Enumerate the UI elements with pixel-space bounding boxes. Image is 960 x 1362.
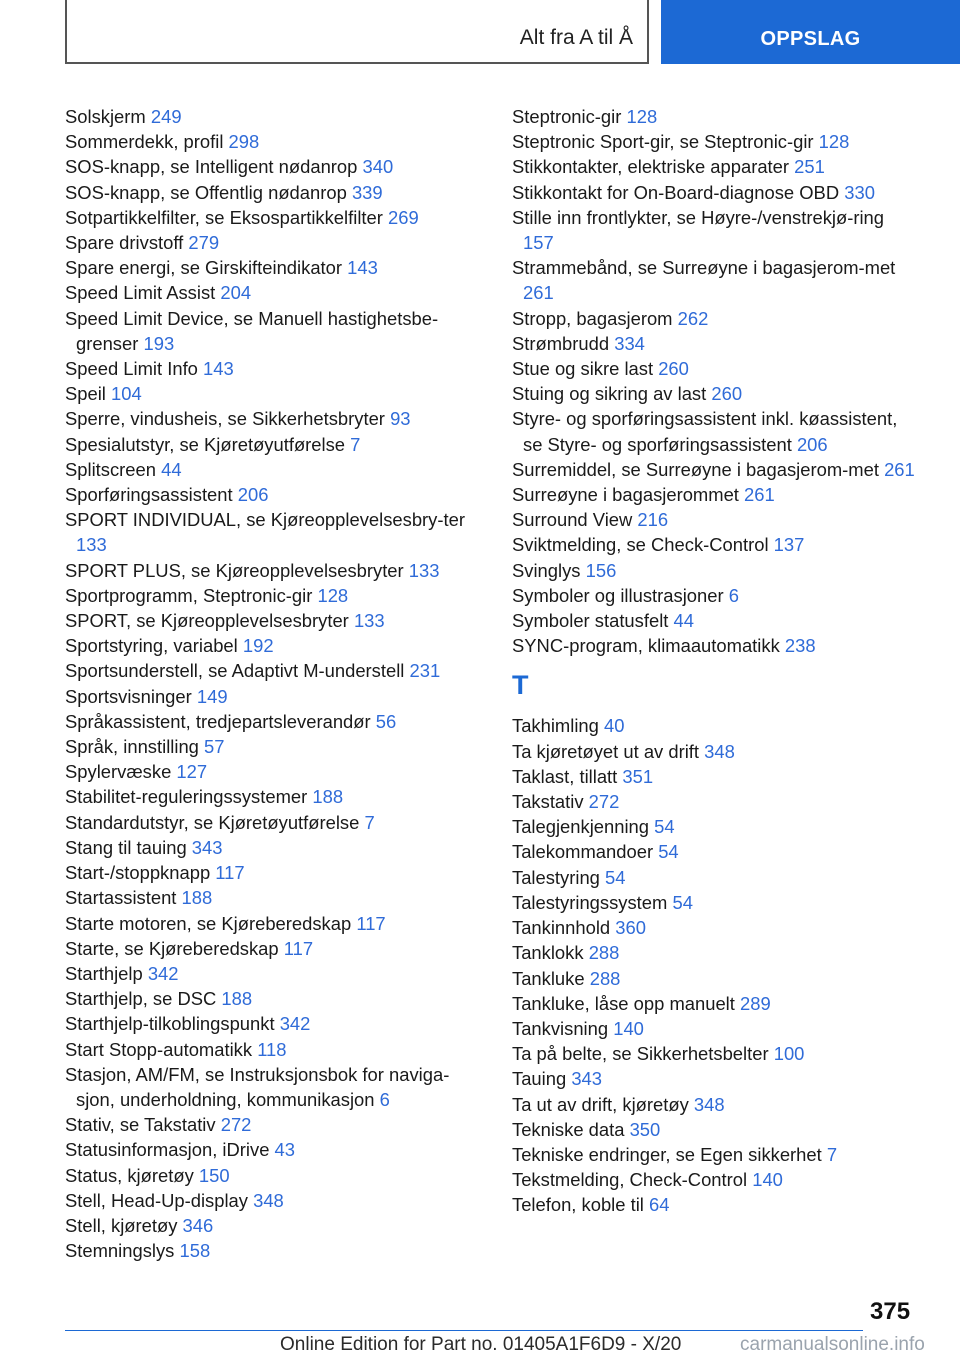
index-entry-text: Stuing og sikring av last <box>512 383 707 405</box>
index-entry-text: Talestyring <box>512 866 600 888</box>
index-entry <box>65 205 470 230</box>
index-entry-text: Tekniske endringer, se Egen sikkerhet <box>512 1143 822 1165</box>
index-page-link[interactable]: 343 <box>571 1068 603 1090</box>
index-page-link[interactable]: 288 <box>588 942 620 964</box>
index-entry-text: Språk, innstilling <box>65 736 199 758</box>
index-entry <box>65 734 470 759</box>
index-page-link[interactable]: 279 <box>188 232 220 254</box>
index-entry-text: Splitscreen <box>65 458 156 480</box>
index-entry <box>65 658 470 683</box>
index-page-link[interactable]: 128 <box>317 584 349 606</box>
index-entry <box>65 180 470 205</box>
index-page-link[interactable]: 56 <box>375 710 397 732</box>
index-entry <box>65 1062 470 1112</box>
index-page-link[interactable]: 348 <box>693 1093 725 1115</box>
index-entry <box>65 230 470 255</box>
index-entry <box>65 1238 470 1263</box>
index-entry <box>65 986 470 1011</box>
index-entry <box>512 558 917 583</box>
index-page-link[interactable]: 193 <box>143 332 175 354</box>
index-entry <box>512 940 917 965</box>
index-entry <box>512 507 917 532</box>
index-page-link[interactable]: 104 <box>111 383 142 405</box>
index-page-link[interactable]: 188 <box>221 988 253 1010</box>
index-page-link[interactable]: 262 <box>677 307 709 329</box>
index-page-link[interactable]: 188 <box>181 887 213 909</box>
index-group-t <box>512 713 917 1217</box>
index-entry <box>65 432 470 457</box>
index-entry-text: Talestyringssystem <box>512 891 668 913</box>
index-entry-text: Telefon, koble til <box>512 1194 644 1216</box>
index-entry-text: SPORT PLUS, se Kjøreopplevelsesbryter <box>65 559 404 581</box>
index-page-link[interactable]: 133 <box>408 559 440 581</box>
index-entry-text: SOS-knapp, se Intelligent nødanrop <box>65 156 358 178</box>
index-page-link[interactable]: 140 <box>613 1017 644 1039</box>
index-entry-text: Starte, se Kjøreberedskap <box>65 937 279 959</box>
index-entry <box>65 406 470 431</box>
index-entry-text: Status, kjøretøy <box>65 1164 194 1186</box>
index-entry-text: Sportsunderstell, se Adaptivt M-understell <box>65 660 405 682</box>
index-entry <box>512 839 917 864</box>
index-page-link[interactable]: 64 <box>649 1194 670 1216</box>
index-entry <box>65 356 470 381</box>
index-entry <box>512 1192 917 1217</box>
index-entry <box>512 457 917 482</box>
index-entry <box>512 306 917 331</box>
index-entry <box>512 966 917 991</box>
index-entry <box>512 532 917 557</box>
index-entry-text: Start-/stoppknapp <box>65 862 211 884</box>
index-entry <box>512 381 917 406</box>
index-page-link[interactable]: 192 <box>242 635 274 657</box>
index-entry-text: Speil <box>65 383 106 405</box>
index-entry-text: Stille inn frontlykter, se Høyre-/venstrekjø-ring <box>512 206 885 228</box>
edition-note: Online Edition for Part no. 01405A1F6D9 - X/20 <box>280 1334 682 1355</box>
index-page-link[interactable]: 7 <box>364 811 375 833</box>
index-entry-text: Stemningslys <box>65 1240 175 1262</box>
index-entry <box>65 1163 470 1188</box>
index-entry-text: Stue og sikre last <box>512 358 654 380</box>
index-entry-text: Sviktmelding, se Check-Control <box>512 534 769 556</box>
index-entry-text: Talegjenkjenning <box>512 816 650 838</box>
index-entry-text: Stropp, bagasjerom <box>512 307 673 329</box>
index-entry-text: Standardutstyr, se Kjøretøyutførelse <box>65 811 360 833</box>
index-entry <box>65 482 470 507</box>
index-page-link[interactable]: 44 <box>161 458 182 480</box>
index-entry <box>512 633 917 658</box>
index-entry <box>512 1167 917 1192</box>
index-entry <box>512 814 917 839</box>
index-entry <box>65 810 470 835</box>
index-page-link[interactable]: 339 <box>351 181 383 203</box>
index-entry <box>512 205 917 255</box>
index-page-link[interactable]: 261 <box>744 484 775 506</box>
index-page-link[interactable]: 117 <box>283 937 314 959</box>
index-entry <box>512 331 917 356</box>
index-page-link[interactable]: 206 <box>237 484 269 506</box>
index-entry-text: Surround View <box>512 509 633 531</box>
index-entry-text: Stikkontakter, elektriske apparater <box>512 156 790 178</box>
index-page-link[interactable]: 342 <box>279 1013 311 1035</box>
index-entry <box>512 482 917 507</box>
index-entry <box>65 583 470 608</box>
page-number: 375 <box>870 1298 911 1325</box>
index-page-link[interactable]: 128 <box>626 106 658 127</box>
index-entry-text: Stang til tauing <box>65 836 187 858</box>
index-page-link[interactable]: 260 <box>658 358 689 380</box>
index-page-link[interactable]: 288 <box>589 967 621 989</box>
index-entry-text: Spare drivstoff <box>65 232 184 254</box>
index-entry <box>65 1137 470 1162</box>
index-page-link[interactable]: 188 <box>312 786 344 808</box>
index-entry <box>65 129 470 154</box>
index-entry <box>65 457 470 482</box>
index-entry <box>512 255 917 305</box>
index-entry-text: Steptronic-gir <box>512 106 622 127</box>
index-entry-text: Solskjerm <box>65 106 146 127</box>
index-entry-text: Speed Limit Device, se Manuell hastighetsbe-grenser <box>65 307 439 354</box>
index-entry-text: Styre- og sporføringsassistent inkl. køassistent, se Styre- og sporføringsassistent <box>512 408 898 455</box>
index-entry <box>65 633 470 658</box>
index-entry <box>65 1188 470 1213</box>
index-entry <box>512 1117 917 1142</box>
index-page-link[interactable]: 260 <box>711 383 743 405</box>
index-entry <box>512 104 917 129</box>
index-page-link[interactable]: 44 <box>673 610 694 632</box>
index-page-link[interactable]: 150 <box>198 1164 230 1186</box>
index-page-link[interactable]: 54 <box>672 891 693 913</box>
index-page-link[interactable]: 340 <box>362 156 394 178</box>
index-page-link[interactable]: 7 <box>350 433 361 455</box>
index-entry-text: Stativ, se Takstativ <box>65 1114 216 1136</box>
index-entry-text: Startassistent <box>65 887 177 909</box>
index-entry-text: Tankluke, låse opp manuelt <box>512 992 735 1014</box>
index-entry-text: Speed Limit Info <box>65 358 198 380</box>
index-page-link[interactable]: 137 <box>773 534 805 556</box>
index-entry <box>512 129 917 154</box>
index-column-right <box>512 104 917 1218</box>
index-page-link[interactable]: 272 <box>588 791 620 813</box>
index-page-link[interactable]: 6 <box>728 584 739 606</box>
index-entry <box>65 280 470 305</box>
index-entry <box>65 684 470 709</box>
index-entry-text: SPORT, se Kjøreopplevelsesbryter <box>65 610 349 632</box>
index-entry-text: Surreøyne i bagasjerommet <box>512 484 739 506</box>
index-entry <box>65 860 470 885</box>
index-page-link[interactable]: 118 <box>257 1038 287 1060</box>
index-entry <box>65 381 470 406</box>
index-entry-text: Ta ut av drift, kjøretøy <box>512 1093 689 1115</box>
index-entry-text: Starte motoren, se Kjøreberedskap <box>65 912 352 934</box>
index-entry <box>512 1066 917 1091</box>
index-page-link[interactable]: 238 <box>784 635 816 657</box>
index-entry-text: Spesialutstyr, se Kjøretøyutførelse <box>65 433 346 455</box>
index-page-link[interactable]: 334 <box>614 332 645 354</box>
index-entry-text: Språkassistent, tredjepartsleverandør <box>65 710 371 732</box>
index-entry <box>512 406 917 456</box>
index-page-link[interactable]: 54 <box>658 841 679 863</box>
index-entry-text: Tekstmelding, Check-Control <box>512 1169 748 1191</box>
index-entry <box>512 1092 917 1117</box>
index-entry <box>65 936 470 961</box>
index-entry-text: Stikkontakt for On-Board-diagnose OBD <box>512 181 840 203</box>
index-entry <box>65 835 470 860</box>
index-entry <box>65 1112 470 1137</box>
index-entry-text: Takstativ <box>512 791 584 813</box>
index-entry-text: Surremiddel, se Surreøyne i bagasjerom-met <box>512 458 879 480</box>
index-page-link[interactable]: 158 <box>179 1240 211 1262</box>
index-entry <box>512 865 917 890</box>
index-entry <box>512 764 917 789</box>
index-entry-text: Sportstyring, variabel <box>65 635 238 657</box>
index-entry-text: Takhimling <box>512 715 599 737</box>
index-page-link[interactable]: 348 <box>253 1189 284 1211</box>
index-entry <box>65 104 470 129</box>
index-page-link[interactable]: 143 <box>347 257 378 279</box>
index-entry <box>512 789 917 814</box>
index-page-link[interactable]: 133 <box>353 610 385 632</box>
index-entry <box>512 180 917 205</box>
index-page-link[interactable]: 350 <box>629 1118 661 1140</box>
index-page-link[interactable]: 206 <box>796 433 828 455</box>
index-entry <box>65 255 470 280</box>
index-column-left <box>65 104 470 1263</box>
index-page-link[interactable]: 289 <box>740 992 771 1014</box>
index-page-link[interactable]: 261 <box>884 458 915 480</box>
index-page-link[interactable]: 128 <box>818 131 850 153</box>
footer-divider <box>65 1330 863 1331</box>
index-entry <box>65 709 470 734</box>
index-page-link[interactable]: 133 <box>76 534 107 556</box>
index-entry <box>512 890 917 915</box>
index-page-link[interactable]: 348 <box>704 740 735 762</box>
index-entry-text: Tekniske data <box>512 1118 625 1140</box>
index-entry-text: Stell, kjøretøy <box>65 1214 178 1236</box>
index-entry-text: Tankluke <box>512 967 585 989</box>
index-page-link[interactable]: 100 <box>773 1043 805 1065</box>
index-entry-text: Statusinformasjon, iDrive <box>65 1139 270 1161</box>
index-page-link[interactable]: 351 <box>622 765 654 787</box>
index-page-link[interactable]: 269 <box>388 206 419 228</box>
index-entry-text: Strømbrudd <box>512 332 610 354</box>
index-page-link[interactable]: 157 <box>523 232 554 254</box>
index-entry-text: Strammebånd, se Surreøyne i bagasjerom-met <box>512 257 896 279</box>
index-entry-text: Speed Limit Assist <box>65 282 216 304</box>
index-page-link[interactable]: 346 <box>182 1214 214 1236</box>
index-page-link[interactable]: 117 <box>215 862 245 884</box>
index-page-link[interactable]: 249 <box>150 106 182 127</box>
index-entry <box>65 759 470 784</box>
index-entry-text: Starthjelp <box>65 962 143 984</box>
index-entry-text: Stell, Head-Up-display <box>65 1189 248 1211</box>
index-entry-text: Taklast, tillatt <box>512 765 618 787</box>
index-page-link[interactable]: 204 <box>220 282 252 304</box>
index-entry-text: Talekommandoer <box>512 841 654 863</box>
index-page-link[interactable]: 43 <box>274 1139 296 1161</box>
index-entry-text: Tankinnhold <box>512 917 611 939</box>
index-page-link[interactable]: 127 <box>176 761 208 783</box>
index-entry <box>512 915 917 940</box>
index-entry-text: Sommerdekk, profil <box>65 131 224 153</box>
index-entry-text: Sportprogramm, Steptronic-gir <box>65 584 313 606</box>
index-entry <box>512 1041 917 1066</box>
index-page-link[interactable]: 272 <box>220 1114 252 1136</box>
index-page-link[interactable]: 143 <box>203 358 234 380</box>
index-letter-heading: T <box>512 670 529 701</box>
index-page-link[interactable]: 149 <box>196 685 228 707</box>
index-entry <box>65 784 470 809</box>
index-page-link[interactable]: 6 <box>379 1088 390 1110</box>
index-page-link[interactable]: 298 <box>228 131 260 153</box>
index-entry-text: Spare energi, se Girskifteindikator <box>65 257 343 279</box>
index-page-link[interactable]: 7 <box>826 1143 838 1165</box>
index-entry-text: Spylervæske <box>65 761 172 783</box>
index-entry-text: SOS-knapp, se Offentlig nødanrop <box>65 181 347 203</box>
index-entry-text: SPORT INDIVIDUAL, se Kjøreopplevelsesbry-ter <box>65 509 465 531</box>
index-page-link[interactable]: 156 <box>585 559 617 581</box>
index-page-link[interactable]: 251 <box>794 156 825 178</box>
index-entry-text: Symboler og illustrasjoner <box>512 584 724 606</box>
index-entry-text: Sotpartikkelfilter, se Eksospartikkelfilter <box>65 206 383 228</box>
index-entry <box>512 739 917 764</box>
index-entry <box>512 154 917 179</box>
index-entry-text: Tankvisning <box>512 1017 609 1039</box>
index-page-link[interactable]: 216 <box>637 509 669 531</box>
index-page-link[interactable]: 117 <box>356 912 386 934</box>
index-entry <box>65 154 470 179</box>
index-entry <box>512 608 917 633</box>
index-entry <box>512 1016 917 1041</box>
index-page-link[interactable]: 40 <box>604 715 625 737</box>
index-entry-text: SYNC-program, klimaautomatikk <box>512 635 780 657</box>
index-page-link[interactable]: 261 <box>523 282 554 304</box>
index-entry-text: Stasjon, AM/FM, se Instruksjonsbok for naviga-sjon, underholdning, kommunikasjon <box>65 1063 450 1110</box>
index-entry-text: Svinglys <box>512 559 581 581</box>
index-entry <box>65 961 470 986</box>
index-entry <box>512 991 917 1016</box>
index-page-link[interactable]: 54 <box>605 866 626 888</box>
index-entry-text: Start Stopp-automatikk <box>65 1038 253 1060</box>
index-page-link[interactable]: 342 <box>147 962 179 984</box>
header-section-box <box>65 0 649 64</box>
watermark: carmanualsonline.info <box>740 1334 925 1355</box>
index-entry-text: Steptronic Sport-gir, se Steptronic-gir <box>512 131 814 153</box>
index-page-link[interactable]: 140 <box>752 1169 783 1191</box>
header-chapter-tab[interactable] <box>661 0 960 64</box>
index-entry <box>65 885 470 910</box>
index-entry <box>65 558 470 583</box>
index-entry <box>512 1142 917 1167</box>
index-entry <box>65 911 470 936</box>
index-page-link[interactable]: 93 <box>390 408 411 430</box>
index-entry-text: Symboler statusfelt <box>512 610 669 632</box>
index-entry-text: Tauing <box>512 1068 567 1090</box>
index-entry <box>512 713 917 738</box>
index-page-link[interactable]: 57 <box>204 736 225 758</box>
index-entry <box>512 583 917 608</box>
index-entry <box>65 1213 470 1238</box>
index-entry-text: Ta på belte, se Sikkerhetsbelter <box>512 1043 769 1065</box>
index-page-link[interactable]: 231 <box>409 660 441 682</box>
index-entry-text: Ta kjøretøyet ut av drift <box>512 740 700 762</box>
index-entry <box>65 608 470 633</box>
index-entry-text: Starthjelp, se DSC <box>65 988 217 1010</box>
index-entry <box>65 1037 470 1062</box>
index-entry <box>65 1011 470 1036</box>
section-title: Alt fra A til Å <box>519 26 633 49</box>
index-entry-text: Stabilitet-reguleringssystemer <box>65 786 308 808</box>
index-entry <box>65 507 470 557</box>
index-group-s-continued <box>512 104 917 658</box>
index-entry-text: Starthjelp-tilkoblingspunkt <box>65 1013 275 1035</box>
index-page-link[interactable]: 54 <box>654 816 675 838</box>
index-entry-text: Sperre, vindusheis, se Sikkerhetsbryter <box>65 408 385 430</box>
index-page-link[interactable]: 330 <box>844 181 875 203</box>
index-entry-text: Tanklokk <box>512 942 584 964</box>
index-page-link[interactable]: 343 <box>191 836 223 858</box>
index-entry <box>512 356 917 381</box>
index-page-link[interactable]: 360 <box>615 917 646 939</box>
chapter-title: OPPSLAG <box>760 28 861 50</box>
index-entry-text: Sporføringsassistent <box>65 484 233 506</box>
index-entry <box>65 306 470 356</box>
index-entry-text: Sportsvisninger <box>65 685 192 707</box>
